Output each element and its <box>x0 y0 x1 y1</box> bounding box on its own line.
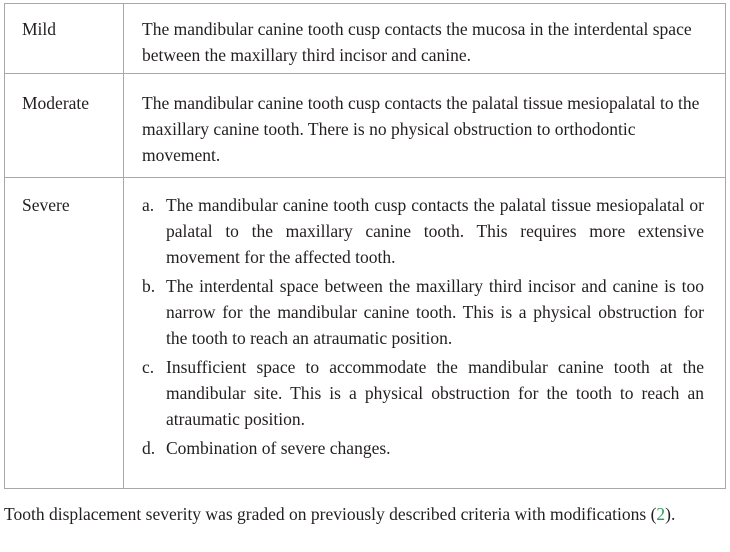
list-item-text: Combination of severe changes. <box>166 438 391 458</box>
column-divider <box>123 4 124 73</box>
list-item <box>142 273 704 351</box>
list-marker: b. <box>142 276 156 296</box>
table-row-severe <box>5 178 725 488</box>
footnote-text: Tooth displacement severity was graded on previously described criteria with modifications ( <box>4 504 657 524</box>
list-item-text: The interdental space between the maxillary third incisor and canine is too narrow for the mandibular canine tooth. This is a physical obstruction for the tooth to reach an atraumatic position. <box>166 276 704 348</box>
list-item <box>142 192 704 270</box>
severity-description: The mandibular canine tooth cusp contacts the palatal tissue mesiopalatal to the maxillary canine tooth. There is no physical obstruction to orthodontic movement. <box>142 93 700 165</box>
footnote-text-end: ). <box>665 504 676 524</box>
list-marker: a. <box>142 195 155 215</box>
list-item <box>142 354 704 432</box>
table-row-moderate <box>5 74 725 178</box>
list-marker: d. <box>142 438 156 458</box>
column-divider <box>123 178 124 488</box>
severity-criteria-list <box>142 192 704 461</box>
severity-description: The mandibular canine tooth cusp contacts the mucosa in the interdental space between the maxillary third incisor and canine. <box>142 19 692 65</box>
severity-label: Mild <box>22 19 57 39</box>
severity-table <box>4 3 726 489</box>
table-row-mild <box>5 4 725 74</box>
severity-label: Severe <box>22 195 70 215</box>
table-footnote <box>4 501 722 527</box>
list-item <box>142 435 704 461</box>
list-item-text: Insufficient space to accommodate the mandibular canine tooth at the mandibular site. This is a physical obstruction for the tooth to reach an atraumatic position. <box>166 357 704 429</box>
citation-link[interactable]: 2 <box>656 504 666 524</box>
column-divider <box>123 74 124 177</box>
severity-label: Moderate <box>22 93 90 113</box>
list-marker: c. <box>142 357 155 377</box>
list-item-text: The mandibular canine tooth cusp contacts the palatal tissue mesiopalatal or palatal to the maxillary canine tooth. This requires more extensive movement for the affected tooth. <box>166 195 704 267</box>
